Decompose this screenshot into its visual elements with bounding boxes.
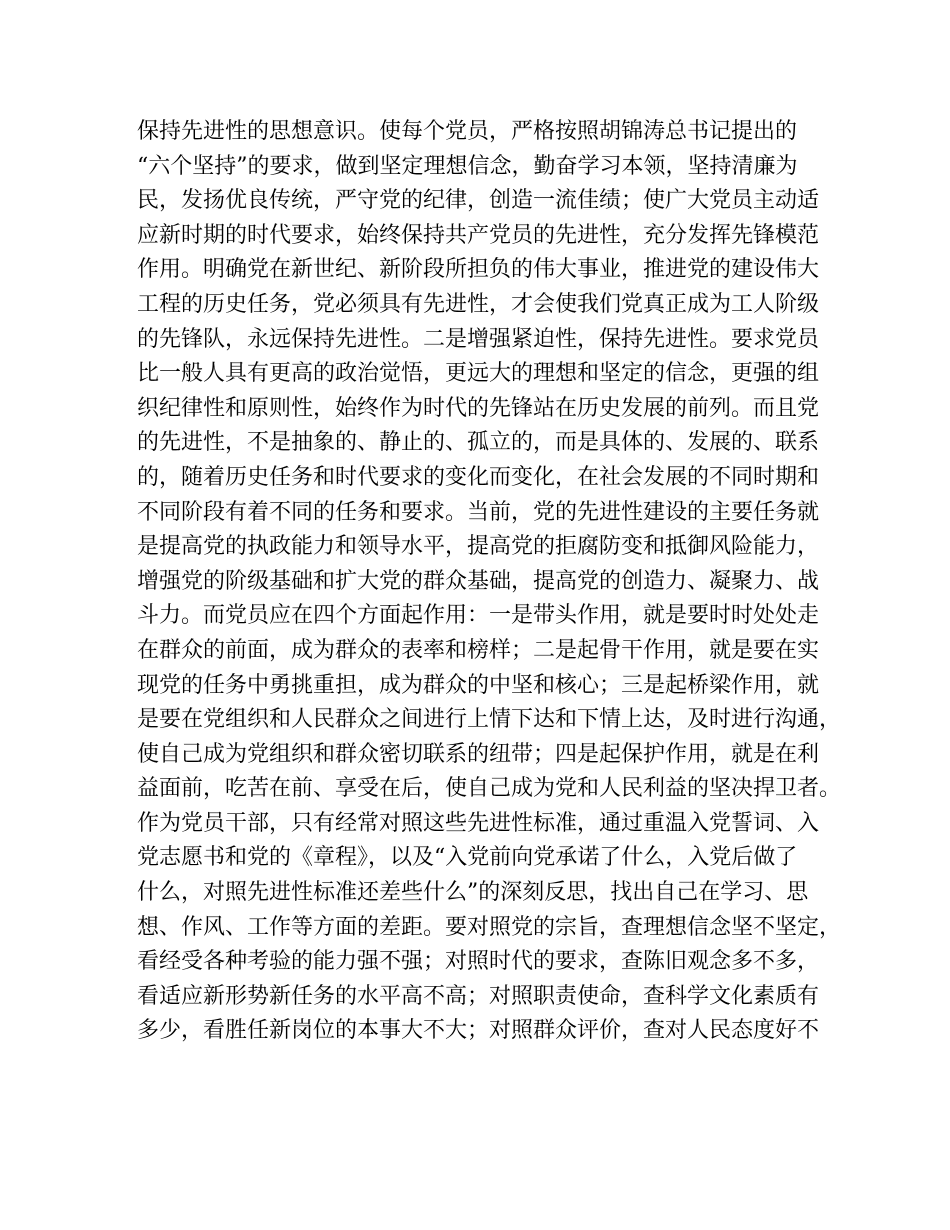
text-line: 应新时期的时代要求，始终保持共产党员的先进性，充分发挥先锋模范 [137,222,820,248]
text-line: 斗力。而党员应在四个方面起作用：一是带头作用，就是要时时处处走 [137,603,820,629]
text-line: 的先进性，不是抽象的、静止的、孤立的，而是具体的、发展的、联系 [137,430,820,456]
text-line: 比一般人具有更高的政治觉悟，更远大的理想和坚定的信念，更强的组 [137,361,820,387]
text-line: 的先锋队，永远保持先进性。二是增强紧迫性，保持先进性。要求党员 [137,326,820,352]
text-line: 现党的任务中勇挑重担，成为群众的中坚和核心；三是起桥梁作用，就 [137,672,820,698]
text-line: “六个坚持”的要求，做到坚定理想信念，勤奋学习本领，坚持清廉为 [137,153,798,179]
text-line: 是要在党组织和人民群众之间进行上情下达和下情上达，及时进行沟通， [137,707,842,733]
text-line: 作用。明确党在新世纪、新阶段所担负的伟大事业，推进党的建设伟大 [137,257,820,283]
text-line: 看适应新形势新任务的水平高不高；对照职责使命，查科学文化素质有 [137,983,820,1009]
text-line: 增强党的阶级基础和扩大党的群众基础，提高党的创造力、凝聚力、战 [137,568,820,594]
text-line: 织纪律性和原则性，始终作为时代的先锋站在历史发展的前列。而且党 [137,395,820,421]
text-line: 民，发扬优良传统，严守党的纪律，创造一流佳绩；使广大党员主动适 [137,188,820,214]
text-line: 益面前，吃苦在前、享受在后，使自己成为党和人民利益的坚决捍卫者。 [137,776,842,802]
text-line: 什么，对照先进性标准还差些什么”的深刻反思，找出自己在学习、思 [137,880,809,906]
text-line: 在群众的前面，成为群众的表率和榜样；二是起骨干作用，就是要在实 [137,637,820,663]
text-line: 党志愿书和党的《章程》，以及“入党前向党承诺了什么，入党后做了 [137,845,798,871]
text-line: 保持先进性的思想意识。使每个党员，严格按照胡锦涛总书记提出的 [137,119,798,144]
text-line: 工程的历史任务，党必须具有先进性，才会使我们党真正成为工人阶级 [137,291,820,317]
body-text [137,115,842,1049]
text-line: 是提高党的执政能力和领导水平，提高党的拒腐防变和抵御风险能力， [137,534,820,560]
text-line: 的，随着历史任务和时代要求的变化而变化，在社会发展的不同时期和 [137,464,820,490]
text-line: 使自己成为党组织和群众密切联系的纽带；四是起保护作用，就是在利 [137,741,820,767]
text-line: 看经受各种考验的能力强不强；对照时代的要求，查陈旧观念多不多， [137,949,820,975]
text-line: 想、作风、工作等方面的差距。要对照党的宗旨，查理想信念坚不坚定， [137,914,842,940]
text-line: 不同阶段有着不同的任务和要求。当前，党的先进性建设的主要任务就 [137,499,820,525]
text-line: 多少，看胜任新岗位的本事大不大；对照群众评价，查对人民态度好不 [137,1018,820,1044]
text-line: 作为党员干部，只有经常对照这些先进性标准，通过重温入党誓词、入 [137,810,820,836]
